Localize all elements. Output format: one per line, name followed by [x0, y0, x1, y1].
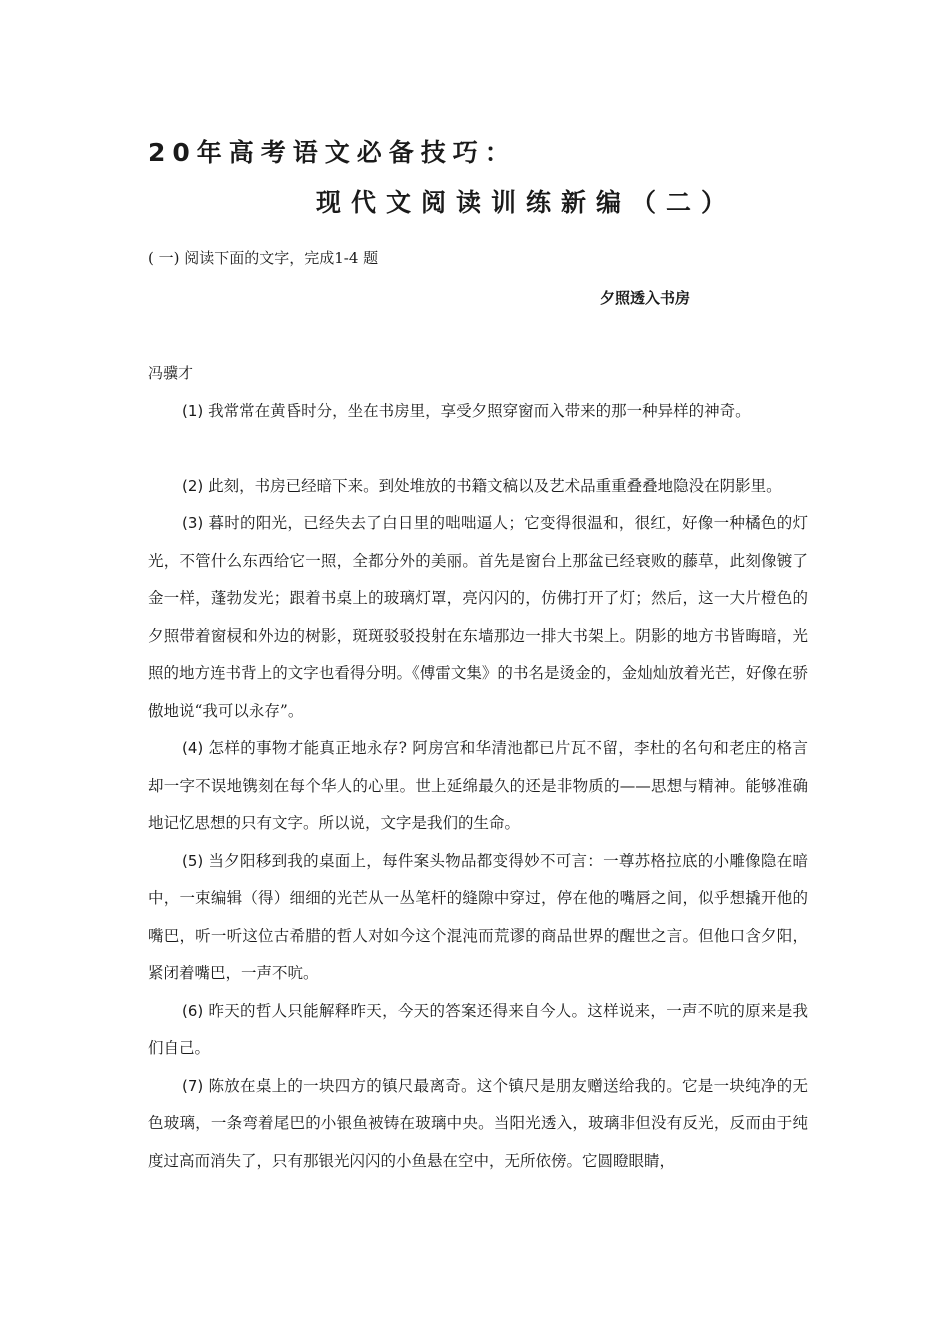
paragraph-6: [148, 993, 808, 1068]
section-instruction: ( 一) 阅读下面的文字，完成1-4 题: [148, 249, 379, 267]
paragraph-text: 昨天的哲人只能解释昨天，今天的答案还得来自今人。这样说来，一声不吭的原来是我们自己。: [148, 1001, 808, 1057]
essay-title: 夕照透入书房: [600, 289, 691, 307]
paragraph-text: 陈放在桌上的一块四方的镇尺最离奇。这个镇尺是朋友赠送给我的。它是一块纯净的无色玻璃，一条弯着尾巴的小银鱼被铸在玻璃中央。当阳光透入，玻璃非但没有反光，反而由于纯度过高而消失了，只有那银光闪闪的小鱼悬在空中，无所依傍。它圆瞪眼睛，: [148, 1076, 808, 1170]
paragraph-text: 当夕阳移到我的桌面上，每件案头物品都变得妙不可言：一尊苏格拉底的小雕像隐在暗中，一束编辑（得）细细的光芒从一丛笔杆的缝隙中穿过，停在他的嘴唇之间，似乎想撬开他的嘴巴，听一听这位古希腊的哲人对如今这个混沌而荒谬的商品世界的醒世之言。但他口含夕阳，紧闭着嘴巴，一声不吭。: [148, 851, 808, 982]
document-title-line2: 现代文阅读训练新编（二）: [316, 188, 737, 217]
paragraph-number: (2): [182, 476, 204, 495]
paragraph-number: (3): [182, 514, 204, 532]
paragraph-7: [148, 1068, 808, 1181]
paragraph-text: 暮时的阳光，已经失去了白日里的咄咄逼人；它变得很温和，很红，好像一种橘色的灯光，不管什么东西给它一照，全都分外的美丽。首先是窗台上那盆已经衰败的藤草，此刻像镀了金一样，蓬勃发光；跟着书桌上的玻璃灯罩，亮闪闪的，仿佛打开了灯；然后，这一大片橙色的夕照带着窗棂和外边的树影，斑斑驳驳投射在东墙那边一排大书架上。阴影的地方书皆晦暗，光照的地方连书背上的文字也看得分明。《傅雷文集》的书名是烫金的，金灿灿放着光芒，好像在骄傲地说“我可以永存”。: [148, 514, 808, 720]
paragraph-2: [148, 468, 808, 506]
paragraph-number: (1): [182, 402, 204, 420]
paragraph-4: [148, 730, 808, 843]
paragraph-text: 怎样的事物才能真正地永存? 阿房宫和华清池都已片瓦不留，李杜的名句和老庄的格言却一字不误地镌刻在每个华人的心里。世上延绵最久的还是非物质的——思想与精神。能够准确地记忆思想的只有文字。所以说，文字是我们的生命。: [148, 739, 808, 832]
essay-author: 冯骥才: [148, 364, 194, 382]
paragraph-5: [148, 843, 808, 993]
paragraph-3: [148, 505, 808, 730]
document-title-line1: 20年高考语文必备技巧：: [148, 138, 517, 167]
paragraph-1: [148, 393, 808, 431]
paragraph-text: 我常常在黄昏时分，坐在书房里，享受夕照穿窗而入带来的那一种异样的神奇。: [203, 402, 751, 420]
paragraph-number: (7): [182, 1076, 204, 1095]
paragraph-number: (6): [182, 1001, 204, 1020]
essay-body: [148, 393, 808, 1180]
paragraph-number: (4): [182, 739, 204, 757]
paragraph-number: (5): [182, 851, 204, 870]
paragraph-text: 此刻，书房已经暗下来。到处堆放的书籍文稿以及艺术品重重叠叠地隐没在阴影里。: [203, 476, 782, 495]
